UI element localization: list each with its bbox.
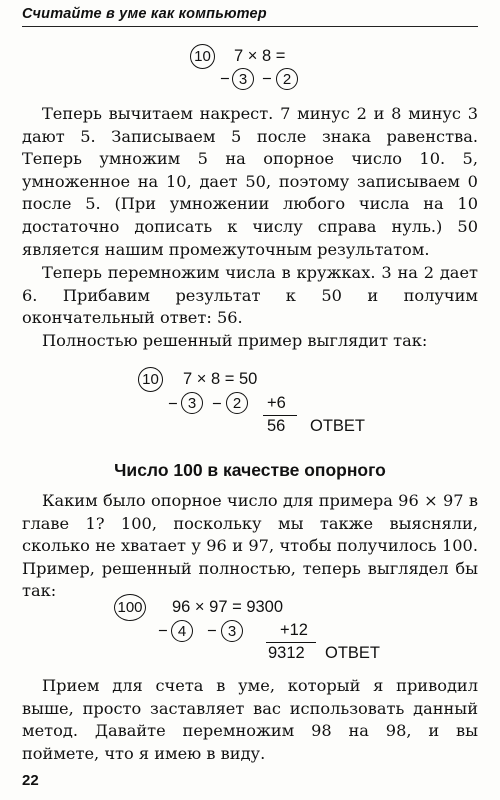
reference-number-circle: 10 [190, 44, 215, 69]
paragraph-4: Каким было опорное число для примера 96 × 97 в главе 1? 100, поскольку мы также выясняли, сколько не хватает у 96 и 97, чтобы получилось 100. Пример, решенный полностью, теперь выглядел бы так: [22, 491, 478, 601]
paragraph-1: Теперь вычитаем накрест. 7 минус 2 и 8 минус 3 дают 5. Записываем 5 после знака равенства. Теперь умножим 5 на опорное число 10. 5, умноженное на 10, дает 50, поэтому записываем 0 после 5. (При умножении любого числа на 10 достаточно дописать к числу справа нуль.) 50 является нашим промежуточным результатом. [22, 104, 478, 259]
reference-number-circle: 100 [114, 594, 146, 621]
minus-sign: − [168, 395, 178, 413]
paragraph-2: Теперь перемножим числа в кружках. 3 на 2 дает 6. Прибавим результат к 50 и получим окончательный ответ: 56. [22, 263, 478, 328]
section-title: Число 100 в качестве опорного [114, 460, 386, 480]
result: 56 [267, 417, 286, 435]
minus-sign: − [212, 395, 222, 413]
sum-line [266, 642, 316, 643]
paragraph-5: Прием для счета в уме, который я приводил выше, просто заставляет вас использовать данный метод. Давайте перемножим 98 на 98, и вы поймете, что я имею в виду. [22, 676, 478, 763]
multiplication-line: 96 × 97 = 9300 [172, 598, 284, 616]
answer-label: ОТВЕТ [325, 644, 381, 662]
difference-circle: 2 [276, 68, 298, 90]
minus-sign: − [158, 622, 168, 640]
answer-label: ОТВЕТ [310, 417, 366, 435]
minus-sign: − [262, 70, 272, 88]
difference-circle: 3 [221, 620, 243, 642]
running-header: Считайте в уме как компьютер [22, 6, 478, 27]
difference-circle: 2 [226, 392, 248, 414]
difference-circle: 3 [181, 392, 203, 414]
reference-number-circle: 10 [138, 367, 163, 392]
minus-sign: − [220, 70, 230, 88]
addend: +6 [267, 394, 286, 412]
addend: +12 [280, 621, 308, 639]
multiplication-line: 7 × 8 = [234, 47, 286, 65]
sum-line [263, 415, 297, 416]
difference-circle: 3 [232, 68, 254, 90]
page-number: 22 [22, 772, 39, 789]
difference-circle: 4 [171, 620, 193, 642]
multiplication-line: 7 × 8 = 50 [183, 370, 258, 388]
paragraph-3: Полностью решенный пример выглядит так: [42, 331, 428, 350]
minus-sign: − [207, 622, 217, 640]
result: 9312 [268, 644, 305, 662]
